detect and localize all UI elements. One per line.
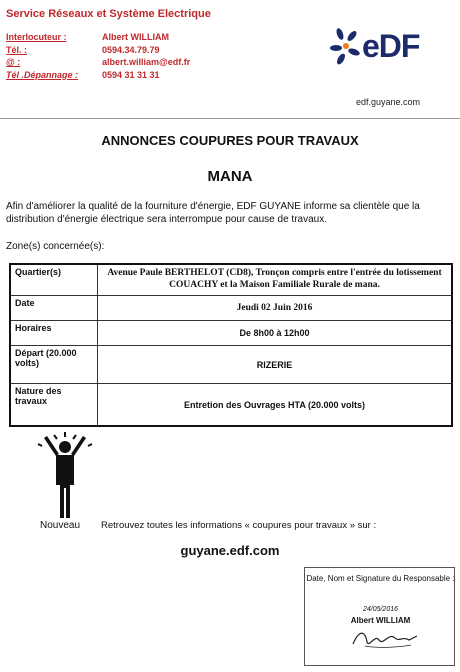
contact-value: albert.william@edf.fr — [102, 57, 191, 67]
table-row — [10, 296, 452, 321]
intro-paragraph: Afin d'améliorer la qualité de la fourniture d'énergie, EDF GUYANE informe sa clientèle que la distribution d'énergie électrique sera interrompue pour cause de travaux. — [6, 201, 420, 225]
signature-label: Date, Nom et Signature du Responsable : — [306, 574, 455, 583]
contact-label: Interlocuteur : — [6, 32, 67, 42]
info-url[interactable]: guyane.edf.com — [180, 543, 280, 558]
table-row — [10, 346, 452, 384]
new-badge: Nouveau — [40, 520, 81, 531]
signature-box — [304, 567, 455, 666]
edf-flower-icon — [330, 26, 362, 70]
signature-date: 24/05/2016 — [362, 606, 399, 613]
outage-details-table — [9, 263, 453, 427]
table-row — [10, 264, 452, 296]
contact-label: Tél .Dépannage : — [6, 69, 79, 80]
logo-wordmark: eDF — [362, 28, 420, 64]
row-value: RIZERIE — [98, 346, 453, 384]
row-value: De 8h00 à 12h00 — [98, 321, 453, 346]
service-name: Service Réseaux et Système Electrique — [6, 8, 211, 20]
row-value: Avenue Paule BERTHELOT (CD8), Tronçon compris entre l'entrée du lotissement COUACHY et la Maison Familiale Rurale de mana. — [98, 264, 453, 296]
row-value: Entretion des Ouvrages HTA (20.000 volts) — [98, 384, 453, 427]
contact-value: Albert WILLIAM — [102, 32, 169, 42]
contact-value: 0594 31 31 31 — [102, 69, 160, 80]
contact-label: Tél. : — [6, 44, 28, 55]
signature-name: Albert WILLIAM — [350, 616, 411, 625]
row-label: Horaires — [10, 321, 98, 346]
handwritten-signature — [345, 626, 425, 652]
website-link[interactable]: edf.guyane.com — [356, 97, 421, 107]
row-label: Nature des travaux — [10, 384, 98, 427]
contact-label: @ : — [6, 57, 21, 67]
notice-town: MANA — [207, 168, 253, 185]
row-label: Départ (20.000 volts) — [10, 346, 98, 384]
table-row — [10, 321, 452, 346]
row-label: Quartier(s) — [10, 264, 98, 296]
more-info-text: Retrouvez toutes les informations « coupures pour travaux » sur : — [101, 520, 377, 531]
row-value: Jeudi 02 Juin 2016 — [98, 296, 453, 321]
edf-logo — [330, 26, 455, 76]
zones-label: Zone(s) concernée(s): — [6, 241, 105, 252]
header-divider — [0, 118, 460, 119]
cheering-person-icon — [34, 430, 96, 520]
notice-title: ANNONCES COUPURES POUR TRAVAUX — [101, 133, 359, 148]
table-row — [10, 384, 452, 427]
contact-value: 0594.34.79.79 — [102, 44, 160, 55]
row-label: Date — [10, 296, 98, 321]
